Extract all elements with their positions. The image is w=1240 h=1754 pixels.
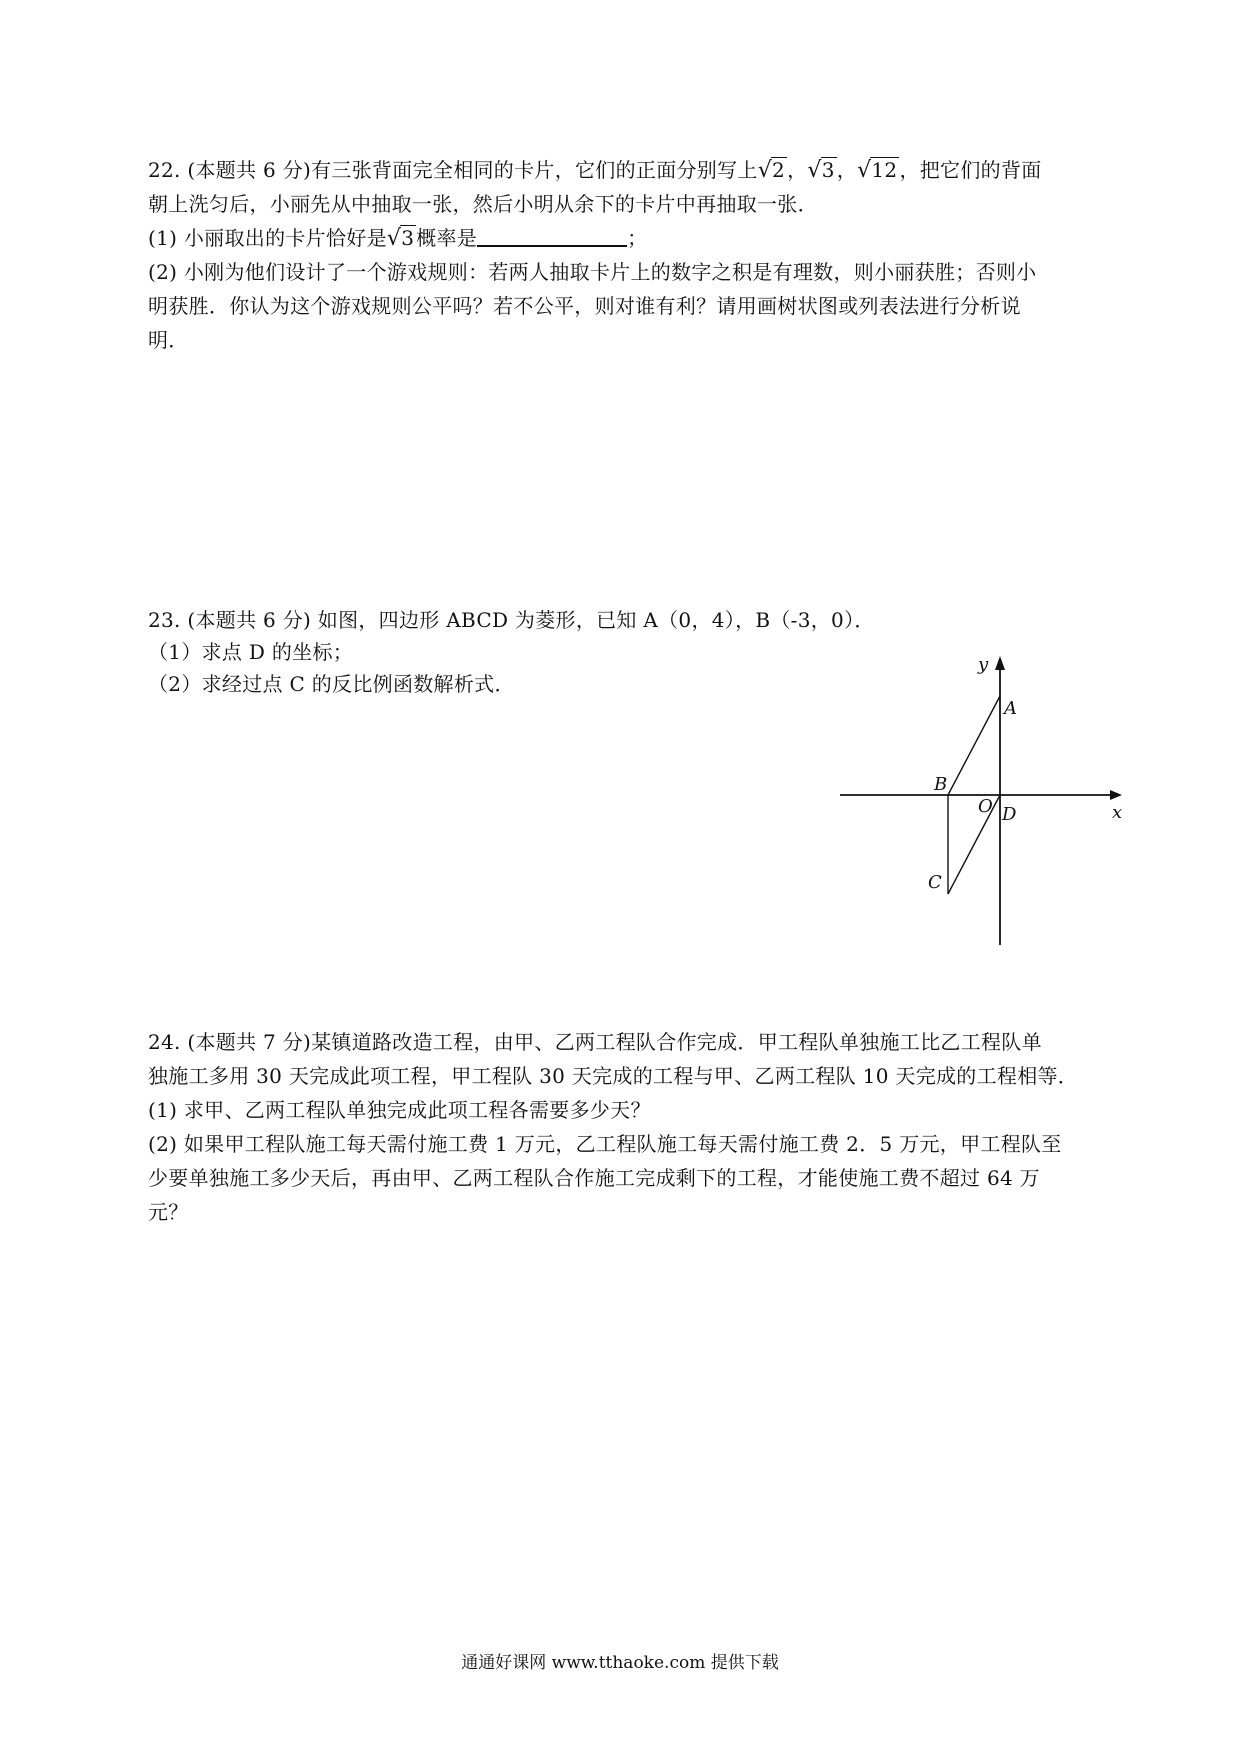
- q22-part1-end: ；: [627, 226, 648, 250]
- q22-part2-line2: 明获胜．你认为这个游戏规则公平吗？若不公平，则对谁有利？请用画树状图或列表法进行分析说: [148, 294, 1021, 318]
- page-footer: 通通好课网 www.tthaoke.com 提供下载: [461, 1653, 779, 1673]
- q23-part1: （1）求点 D 的坐标；: [148, 640, 354, 664]
- q24-part2-line2: 少要单独施工多少天后，再由甲、乙两工程队合作施工完成剩下的工程，才能使施工费不超过 64 万: [148, 1166, 1040, 1190]
- q22-intro-tail: ，把它们的背面: [899, 158, 1042, 182]
- label-b: B: [934, 774, 948, 795]
- sqrt-3-part1-value: 3: [401, 226, 415, 250]
- sqrt-3-value: 3: [821, 158, 835, 182]
- q22-sep2: ，: [836, 158, 858, 182]
- rhombus-coordinate-figure: [840, 650, 1130, 960]
- q22-part1-text: (1) 小丽取出的卡片恰好是: [148, 226, 387, 250]
- y-axis-arrow-icon: [995, 656, 1005, 670]
- q24-part2-line3: 元？: [148, 1200, 189, 1224]
- q22-part1-mid: 概率是: [416, 226, 478, 250]
- sqrt-3-part1: √3: [386, 226, 415, 251]
- q22-part2-line3: 明．: [148, 328, 189, 352]
- label-y: y: [978, 654, 989, 675]
- sqrt-12: √12: [857, 158, 898, 183]
- q22-intro: 22. (本题共 6 分)有三张背面完全相同的卡片，它们的正面分别写上: [148, 158, 758, 182]
- q24-line1: 24. (本题共 7 分)某镇道路改造工程，由甲、乙两工程队合作完成．甲工程队单独施工比乙工程队单: [148, 1030, 1042, 1054]
- side-ab: [948, 696, 1000, 795]
- q22-sep1: ，: [787, 158, 808, 182]
- label-o: O: [978, 796, 993, 817]
- x-axis-arrow-icon: [1110, 790, 1122, 800]
- q22-part1: [148, 226, 647, 251]
- q23-part2: （2）求经过点 C 的反比例函数解析式．: [148, 672, 515, 696]
- q24-part2-line1: (2) 如果甲工程队施工每天需付施工费 1 万元，乙工程队施工每天需付施工费 2．5 万元，甲工程队至: [148, 1132, 1062, 1156]
- sqrt-12-value: 12: [871, 158, 898, 182]
- q22-part2-line1: (2) 小刚为他们设计了一个游戏规则：若两人抽取卡片上的数字之积是有理数，则小丽获胜；否则小: [148, 260, 1037, 284]
- sqrt-2-value: 2: [772, 158, 786, 182]
- q24-part1: (1) 求甲、乙两工程队单独完成此项工程各需要多少天？: [148, 1098, 651, 1122]
- label-c: C: [928, 872, 942, 893]
- q23-line1: 23. (本题共 6 分) 如图，四边形 ABCD 为菱形，已知 A（0，4），B（-3，0）．: [148, 608, 875, 632]
- label-x: x: [1112, 802, 1123, 823]
- sqrt-3: √3: [807, 158, 835, 183]
- q22-line1: [148, 158, 1042, 183]
- label-a: A: [1004, 698, 1017, 719]
- q22-line2: 朝上洗匀后，小丽先从中抽取一张，然后小明从余下的卡片中再抽取一张．: [148, 192, 818, 216]
- label-d: D: [1002, 804, 1017, 825]
- sqrt-2: √2: [757, 158, 786, 183]
- q24-line2: 独施工多用 30 天完成此项工程，甲工程队 30 天完成的工程与甲、乙两工程队 10 天完成的工程相等．: [148, 1064, 1079, 1088]
- answer-blank[interactable]: [477, 227, 627, 247]
